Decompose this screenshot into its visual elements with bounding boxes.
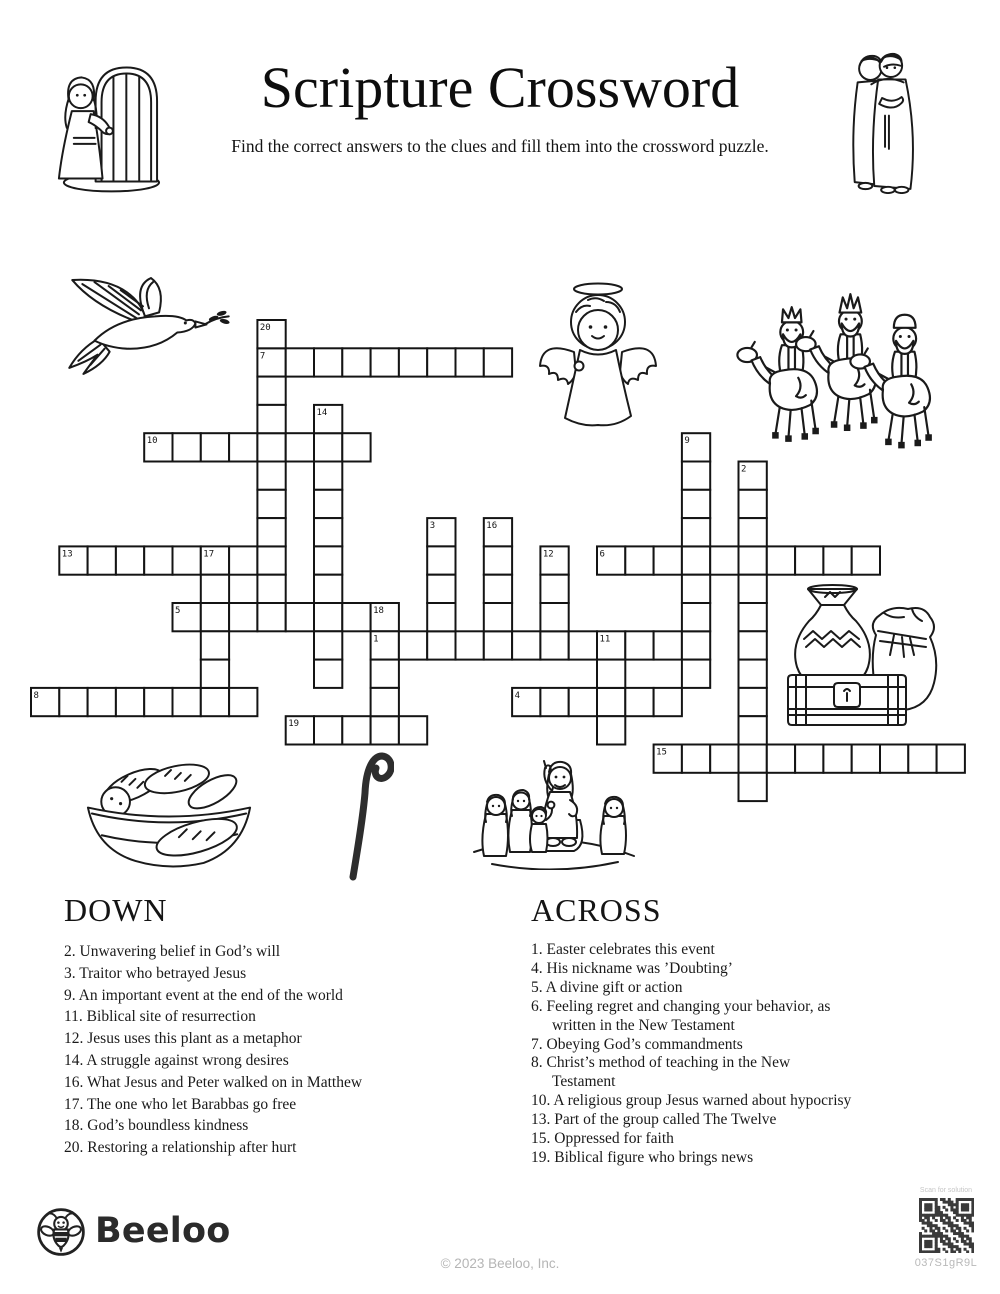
grid-cell-number: 5 <box>175 606 181 616</box>
grid-cell[interactable] <box>823 546 851 574</box>
grid-cell[interactable] <box>739 745 767 773</box>
grid-cell[interactable] <box>314 518 342 546</box>
across-clue-list <box>531 941 991 1168</box>
grid-cell-number: 7 <box>259 351 266 362</box>
grid-cell[interactable] <box>880 745 908 773</box>
grid-cell[interactable] <box>314 575 342 603</box>
grid-cell[interactable] <box>682 603 710 631</box>
clue-item: 8. Christ’s method of teaching in the New Testament <box>531 1054 791 1091</box>
clue-item: 4. His nickname was ’Doubting’ <box>531 959 733 977</box>
grid-cell[interactable] <box>682 660 710 688</box>
grid-cell[interactable] <box>173 433 201 461</box>
grid-cell[interactable] <box>257 490 285 518</box>
grid-cell[interactable] <box>314 433 342 461</box>
clue-item: 20. Restoring a relationship after hurt <box>64 1139 297 1157</box>
grid-cell-number: 18 <box>373 606 384 616</box>
grid-cell[interactable] <box>795 546 823 574</box>
grid-cell-number: 8 <box>33 690 39 701</box>
grid-cell[interactable] <box>484 348 512 376</box>
grid-cell[interactable] <box>314 660 342 688</box>
grid-cell[interactable] <box>314 716 342 744</box>
grid-cell-number: 15 <box>656 747 667 758</box>
grid-cell-number: 4 <box>514 690 521 701</box>
grid-cell[interactable] <box>399 348 427 376</box>
grid-cell-number: 6 <box>599 549 605 560</box>
grid-cell[interactable] <box>710 745 738 773</box>
grid-cell[interactable] <box>427 575 455 603</box>
grid-cell-number: 17 <box>203 549 215 560</box>
grid-cell-number: 10 <box>146 436 158 447</box>
grid-cell[interactable] <box>852 745 880 773</box>
grid-cell[interactable] <box>739 716 767 744</box>
grid-cell[interactable] <box>823 745 851 773</box>
grid-cell[interactable] <box>427 348 455 376</box>
grid-cell[interactable] <box>173 546 201 574</box>
grid-cell[interactable] <box>88 688 116 716</box>
page-subtitle: Find the correct answers to the clues and fill them into the crossword puzzle. <box>231 136 769 156</box>
grid-cell[interactable] <box>201 575 229 603</box>
grid-cell[interactable] <box>682 462 710 490</box>
grid-cell[interactable] <box>710 546 738 574</box>
grid-cell[interactable] <box>540 631 568 659</box>
clue-item: 13. Part of the group called The Twelve <box>531 1111 777 1129</box>
grid-cell[interactable] <box>767 745 795 773</box>
grid-cell[interactable] <box>116 546 144 574</box>
clue-item: 10. A religious group Jesus warned about hypocrisy <box>531 1092 852 1110</box>
grid-cell-number: 16 <box>486 521 498 532</box>
grid-cell[interactable] <box>88 546 116 574</box>
grid-cell[interactable] <box>342 348 370 376</box>
grid-cell[interactable] <box>399 716 427 744</box>
qr-code-text: 037S1gR9L <box>914 1257 978 1269</box>
grid-cell[interactable] <box>257 405 285 433</box>
grid-cell[interactable] <box>597 716 625 744</box>
grid-cell[interactable] <box>371 716 399 744</box>
grid-cell[interactable] <box>371 660 399 688</box>
grid-cell[interactable] <box>484 631 512 659</box>
grid-cell[interactable] <box>484 546 512 574</box>
grid-cell[interactable] <box>427 631 455 659</box>
grid-cell[interactable] <box>257 462 285 490</box>
qr-code <box>919 1198 974 1253</box>
page-title: Scripture Crossword <box>260 55 740 120</box>
grid-cell-number: 1 <box>373 634 379 645</box>
grid-cell[interactable] <box>257 518 285 546</box>
grid-cell[interactable] <box>484 603 512 631</box>
angel-icon <box>534 280 662 432</box>
down-clues-section <box>64 892 516 1159</box>
grid-cell-number: 3 <box>429 521 436 532</box>
grid-cell[interactable] <box>342 433 370 461</box>
grid-cell[interactable] <box>739 575 767 603</box>
grid-cell[interactable] <box>739 490 767 518</box>
clue-item: 14. A struggle against wrong desires <box>64 1051 289 1069</box>
bee-icon <box>36 1206 86 1256</box>
grid-cell[interactable] <box>908 745 936 773</box>
grid-cell[interactable] <box>625 631 653 659</box>
grid-cell-number: 20 <box>259 323 271 333</box>
qr-label: Scan for solution <box>919 1187 973 1194</box>
grid-cell[interactable] <box>286 348 314 376</box>
grid-cell[interactable] <box>59 688 87 716</box>
grid-cell[interactable] <box>682 518 710 546</box>
clue-item: 15. Oppressed for faith <box>531 1130 674 1148</box>
grid-cell[interactable] <box>201 688 229 716</box>
down-clue-list <box>64 941 516 1159</box>
grid-cell-number: 2 <box>741 464 747 475</box>
grid-cell[interactable] <box>342 603 370 631</box>
jesus-teaching-icon <box>470 758 638 872</box>
grid-cell[interactable] <box>569 688 597 716</box>
grid-cell-number: 12 <box>542 549 554 560</box>
clue-item: 3. Traitor who betrayed Jesus <box>64 964 247 982</box>
grid-cell[interactable] <box>654 546 682 574</box>
clue-item: 16. What Jesus and Peter walked on in Matthew <box>64 1073 363 1091</box>
across-heading: ACROSS <box>531 892 662 928</box>
grid-cell[interactable] <box>739 660 767 688</box>
grid-cell[interactable] <box>371 348 399 376</box>
grid-cell[interactable] <box>286 433 314 461</box>
grid-cell[interactable] <box>201 433 229 461</box>
grid-cell[interactable] <box>257 546 285 574</box>
grid-cell[interactable] <box>597 660 625 688</box>
grid-cell[interactable] <box>427 546 455 574</box>
qr-block <box>896 1187 996 1269</box>
grid-cell[interactable] <box>597 688 625 716</box>
grid-cell[interactable] <box>682 575 710 603</box>
grid-cell[interactable] <box>173 688 201 716</box>
grid-cell[interactable] <box>767 546 795 574</box>
grid-cell[interactable] <box>201 631 229 659</box>
grid-cell-number: 9 <box>684 436 690 447</box>
grid-cell[interactable] <box>456 348 484 376</box>
grid-cell[interactable] <box>342 716 370 744</box>
grid-cell[interactable] <box>257 377 285 405</box>
clue-item: 5. A divine gift or action <box>531 978 683 996</box>
grid-cell[interactable] <box>540 575 568 603</box>
brand-name: Beeloo <box>95 1211 231 1251</box>
grid-cell[interactable] <box>739 518 767 546</box>
grid-cell[interactable] <box>739 773 767 801</box>
grid-cell[interactable] <box>654 631 682 659</box>
grid-cell[interactable] <box>314 490 342 518</box>
grid-cell[interactable] <box>654 688 682 716</box>
grid-cell[interactable] <box>371 688 399 716</box>
grid-cell[interactable] <box>257 603 285 631</box>
grid-cell[interactable] <box>201 660 229 688</box>
grid-cell-number: 11 <box>599 634 611 645</box>
grid-cell[interactable] <box>456 631 484 659</box>
grid-cell[interactable] <box>739 546 767 574</box>
brand-logo <box>36 1206 230 1256</box>
grid-cell[interactable] <box>540 603 568 631</box>
grid-cell[interactable] <box>116 688 144 716</box>
grid-cell[interactable] <box>229 433 257 461</box>
grid-cell[interactable] <box>682 745 710 773</box>
grid-cell[interactable] <box>540 688 568 716</box>
grid-cell[interactable] <box>852 546 880 574</box>
clue-item: 12. Jesus uses this plant as a metaphor <box>64 1030 302 1048</box>
clue-item: 7. Obeying God’s commandments <box>531 1035 743 1053</box>
grid-cell[interactable] <box>314 462 342 490</box>
grid-cell-number: 13 <box>61 549 73 560</box>
grid-cell[interactable] <box>427 603 455 631</box>
clue-item: 11. Biblical site of resurrection <box>64 1008 256 1026</box>
clue-item: 19. Biblical figure who brings news <box>531 1148 754 1166</box>
grid-cell[interactable] <box>795 745 823 773</box>
wise-men-on-camels-icon <box>734 280 932 448</box>
clue-item: 18. God’s boundless kindness <box>64 1117 249 1135</box>
grid-cell[interactable] <box>937 745 965 773</box>
grid-cell[interactable] <box>144 546 172 574</box>
grid-cell[interactable] <box>625 546 653 574</box>
grid-cell[interactable] <box>682 546 710 574</box>
down-heading: DOWN <box>64 892 168 928</box>
grid-cell[interactable] <box>625 688 653 716</box>
grid-cell[interactable] <box>314 603 342 631</box>
grid-cell[interactable] <box>314 348 342 376</box>
grid-cell[interactable] <box>144 688 172 716</box>
grid-cell[interactable] <box>484 575 512 603</box>
grid-cell[interactable] <box>257 433 285 461</box>
grid-cell[interactable] <box>739 631 767 659</box>
grid-cell[interactable] <box>314 631 342 659</box>
grid-cell[interactable] <box>201 603 229 631</box>
bread-basket-icon <box>82 750 258 878</box>
shepherd-staff-icon <box>332 745 394 885</box>
grid-cell[interactable] <box>512 631 540 659</box>
clue-item: 17. The one who let Barabbas go free <box>64 1095 297 1113</box>
grid-cell[interactable] <box>286 603 314 631</box>
dove-icon <box>64 274 236 384</box>
grid-cell[interactable] <box>739 603 767 631</box>
grid-cell[interactable] <box>399 631 427 659</box>
grid-cell[interactable] <box>229 546 257 574</box>
grid-cell-number: 14 <box>316 407 328 418</box>
grid-cell[interactable] <box>682 631 710 659</box>
grid-cell[interactable] <box>229 688 257 716</box>
grid-cell[interactable] <box>682 490 710 518</box>
grid-cell[interactable] <box>257 575 285 603</box>
clue-item: 6. Feeling regret and changing your behavior, as written in the New Testament <box>531 997 831 1034</box>
grid-cell-number: 19 <box>288 719 300 730</box>
treasure-icon <box>780 583 938 733</box>
across-clues-section <box>531 892 991 1168</box>
clue-item: 2. Unwavering belief in God’s will <box>64 943 281 960</box>
grid-cell[interactable] <box>229 603 257 631</box>
grid-cell[interactable] <box>569 631 597 659</box>
clue-item: 9. An important event at the end of the world <box>64 986 343 1004</box>
copyright-text: © 2023 Beeloo, Inc. <box>440 1256 560 1271</box>
clue-item: 1. Easter celebrates this event <box>531 941 715 958</box>
grid-cell[interactable] <box>314 546 342 574</box>
grid-cell[interactable] <box>739 688 767 716</box>
